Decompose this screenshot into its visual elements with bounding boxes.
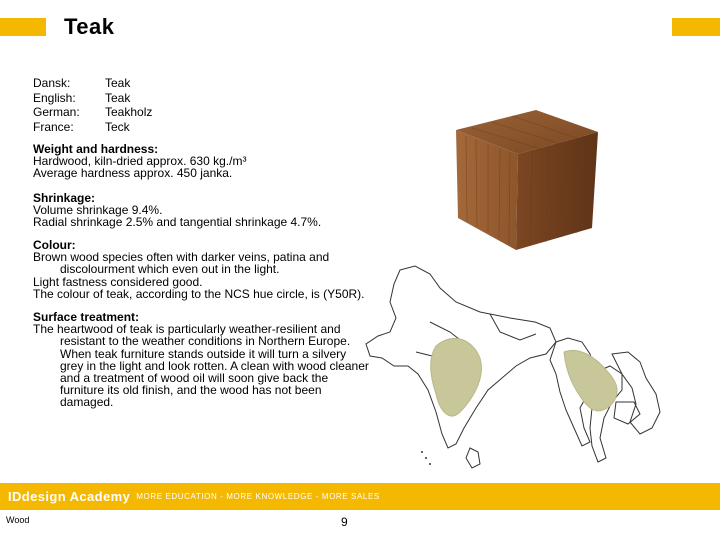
brand-tagline: MORE EDUCATION - MORE KNOWLEDGE - MORE SALES [136, 492, 380, 501]
colour-line: The colour of teak, according to the NCS hue circle, is (Y50R). [33, 286, 365, 301]
brand-name: IDdesign Academy [8, 489, 131, 504]
footer-bar [0, 483, 720, 510]
weight-heading: Weight and hardness: [33, 142, 159, 156]
surface-line: and a treatment of wood oil will soon give back the [60, 371, 329, 386]
name-lang: German: [33, 105, 80, 119]
name-value: Teak [105, 76, 131, 90]
shrinkage-line: Volume shrinkage 9.4%. [33, 203, 163, 218]
shrinkage-line: Radial shrinkage 2.5% and tangential shrinkage 4.7%. [33, 215, 322, 230]
name-value: Teak [105, 90, 131, 105]
weight-section [33, 143, 373, 180]
surface-line: grey in the light and look rotten. A clean with wood cleaner [60, 358, 369, 373]
surface-line: resistant to the weather conditions in Northern Europe. [60, 334, 351, 349]
weight-line: Hardwood, kiln-dried approx. 630 kg./m³ [33, 154, 247, 169]
surface-line: damaged. [60, 395, 114, 410]
shrinkage-section [33, 192, 373, 229]
shrinkage-heading: Shrinkage: [33, 191, 96, 205]
colour-line: discolourment which even out in the light. [60, 262, 280, 277]
name-row-english [33, 91, 152, 106]
name-row-german [33, 105, 152, 120]
name-row-dansk [33, 76, 152, 91]
name-lang: France: [33, 119, 74, 134]
header-accent-bar-left [0, 18, 46, 36]
surface-line: furniture its old finish, and the wood has not been [60, 383, 322, 398]
colour-line: Light fastness considered good. [33, 274, 203, 289]
name-row-france [33, 120, 152, 135]
india-southeast-asia-map-icon [360, 262, 670, 477]
teak-wood-cube-icon [452, 104, 602, 254]
page-number: 9 [341, 515, 348, 529]
header-accent-bar-right [672, 18, 720, 36]
name-value: Teakholz [105, 105, 153, 119]
surface-line: When teak furniture stands outside it will turn a silvery [60, 346, 347, 361]
wood-names-list [33, 76, 152, 134]
surface-line: The heartwood of teak is particularly weather-resilient and [33, 322, 341, 337]
surface-heading: Surface treatment: [33, 310, 140, 324]
name-lang: Dansk: [33, 76, 71, 90]
colour-line: Brown wood species often with darker veins, patina and [33, 250, 330, 265]
weight-line: Average hardness approx. 450 janka. [33, 166, 233, 181]
page-title: Teak [64, 14, 115, 39]
colour-section [33, 239, 373, 300]
surface-section [33, 311, 373, 409]
name-value: Teck [105, 119, 130, 134]
colour-heading: Colour: [33, 238, 76, 252]
footer-section-label: Wood [6, 515, 30, 525]
name-lang: English: [33, 90, 76, 105]
